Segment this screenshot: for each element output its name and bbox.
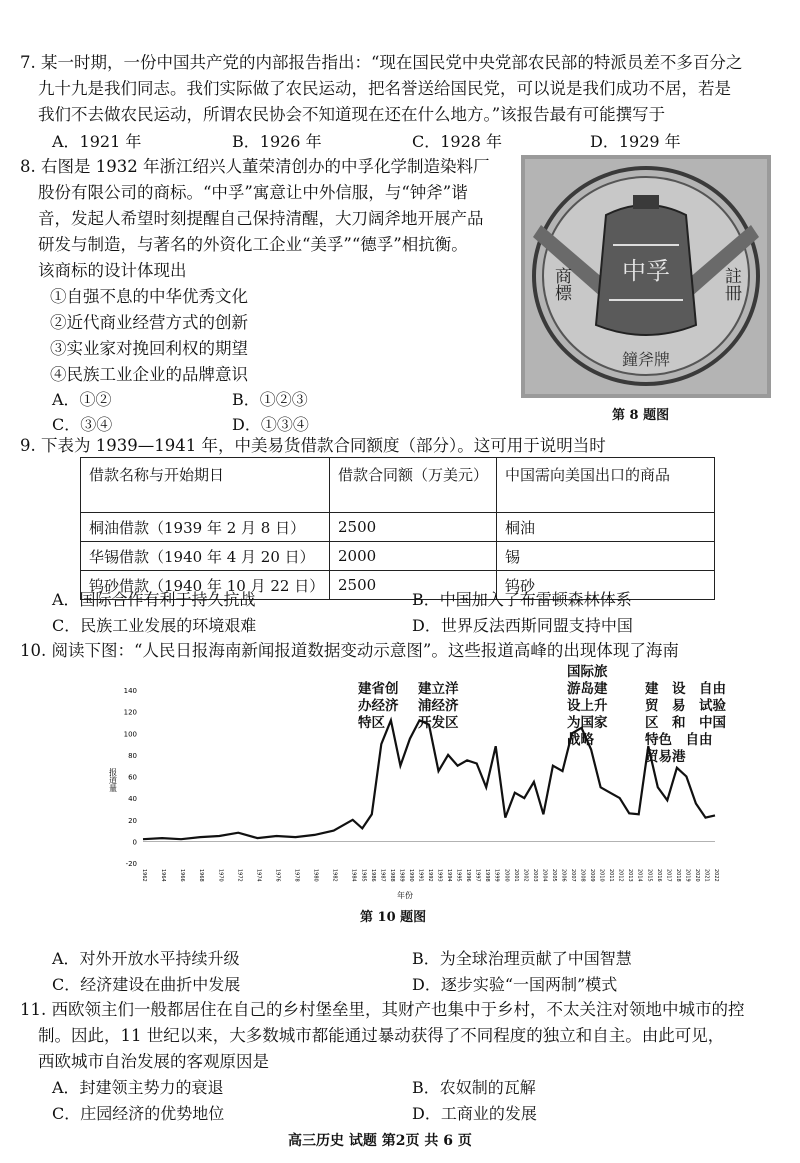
q8-item-2: ②近代商业经营方式的创新	[50, 313, 248, 332]
q11-line-1: 11. 西欧领主们一般都居住在自己的乡村堡垒里，其财产也集中于乡村，不太关注对领地中城市的控	[20, 1000, 745, 1019]
x-tick-label: 1984	[350, 869, 357, 882]
table-header: 中国需向美国出口的商品	[497, 458, 715, 513]
x-tick-label: 2022	[713, 869, 719, 882]
x-tick-label: 1968	[198, 869, 205, 882]
x-tick-label: 1982	[331, 869, 338, 882]
x-tick-label: 2021	[703, 869, 710, 882]
x-tick-label: 2019	[684, 869, 691, 882]
q9-line-1: 9. 下表为 1939—1941 年，中美易货借款合同额度（部分）。这可用于说明当时	[20, 436, 606, 455]
q8-option-d: D．①③④	[232, 415, 309, 434]
x-tick-label: 2020	[693, 869, 700, 882]
q9-option-c: C．民族工业发展的环境艰难	[52, 616, 257, 635]
q7-option-d: D．1929 年	[590, 132, 681, 151]
q8-line-2: 股份有限公司的商标。“中孚”寓意让中外信服，与“钟斧”谐	[38, 183, 468, 202]
y-tick-label: 80	[128, 751, 137, 760]
x-tick-label: 2001	[512, 869, 519, 882]
x-tick-label: 1964	[160, 869, 167, 882]
x-tick-label: 2004	[541, 869, 548, 882]
annotation-line: 战略	[567, 732, 594, 748]
q11-option-c: C．庄园经济的优势地位	[52, 1104, 225, 1123]
table-cell: 桐油借款（1939 年 2 月 8 日）	[81, 513, 330, 542]
q8-item-4: ④民族工业企业的品牌意识	[50, 365, 248, 384]
annotation-hainan-province	[358, 681, 399, 732]
annotation-line: 开发区	[418, 715, 459, 731]
x-tick-label: 2010	[598, 869, 605, 882]
y-tick-label: 20	[128, 816, 137, 825]
q11-option-a: A．封建领主势力的衰退	[52, 1078, 224, 1097]
q7-option-b: B．1926 年	[232, 132, 322, 151]
q10-line-1: 10. 阅读下图：“人民日报海南新闻报道数据变动示意图”。这些报道高峰的出现体现了海南	[20, 641, 679, 660]
x-tick-label: 2002	[522, 869, 529, 882]
q7-line-2: 九十九是我们同志。我们实际做了农民运动，把名誉送给国民党，可以说是我们成功不居，若是	[38, 79, 731, 98]
annotation-tourism-island	[567, 664, 608, 749]
q9-option-b: B．中国加入了布雷顿森林体系	[412, 590, 632, 609]
x-tick-label: 2016	[655, 869, 662, 882]
q8-option-c: C．③④	[52, 415, 113, 434]
q7-option-c: C．1928 年	[412, 132, 503, 151]
x-tick-label: 2005	[550, 869, 557, 882]
q8-option-b: B．①②③	[232, 390, 308, 409]
annotation-line: 国际旅	[567, 664, 608, 680]
x-tick-label: 1985	[360, 869, 367, 882]
x-tick-label: 1998	[484, 869, 491, 882]
annotation-line: 游岛建	[567, 681, 608, 697]
x-tick-label: 1974	[255, 869, 262, 882]
y-tick-label: 140	[123, 687, 137, 695]
x-tick-label: 1970	[217, 869, 224, 882]
annotation-yangpu-zone	[418, 681, 459, 732]
x-tick-label: 2007	[570, 869, 576, 882]
table-cell: 钨砂	[497, 571, 715, 600]
table-header-row	[81, 458, 715, 513]
q9-option-a: A．国际合作有利于持久抗战	[52, 590, 256, 609]
y-tick-label: 40	[128, 795, 137, 804]
x-tick-label: 2006	[560, 869, 567, 882]
q8-figure-caption: 第 8 题图	[612, 408, 670, 423]
x-tick-label: 1990	[407, 869, 414, 882]
x-tick-label: 2017	[665, 869, 672, 882]
logo-center-text: 中孚	[622, 257, 670, 285]
y-tick-label: -20	[125, 860, 137, 868]
y-tick-label: 0	[132, 838, 137, 847]
table-header: 借款合同额（万美元）	[330, 458, 497, 513]
x-tick-label: 2015	[646, 869, 653, 882]
annotation-line: 特区	[358, 715, 385, 731]
x-tick-label: 1994	[446, 869, 453, 882]
logo-right-text: 註冊	[721, 267, 741, 301]
x-tick-label: 1995	[455, 869, 462, 882]
trademark-logo-image	[521, 155, 771, 398]
q7-option-a: A．1921 年	[52, 132, 142, 151]
q10-option-b: B．为全球治理贡献了中国智慧	[412, 949, 632, 968]
q8-line-3: 音，发起人希望时刻提醒自己保持清醒，大刀阔斧地开展产品	[38, 209, 484, 228]
x-tick-label: 1966	[179, 869, 186, 882]
x-tick-label: 1986	[369, 869, 376, 882]
logo-bottom-text: 鐘斧牌	[621, 350, 671, 369]
x-tick-label: 2011	[608, 869, 615, 882]
annotation-line: 办经济	[358, 698, 399, 714]
q8-option-a: A．①②	[52, 390, 112, 409]
q11-option-b: B．农奴制的瓦解	[412, 1078, 536, 1097]
q10-option-d: D．逐步实验“一国两制”模式	[412, 975, 618, 994]
x-tick-label: 2014	[636, 869, 643, 882]
x-tick-label: 1989	[398, 869, 405, 882]
table-cell: 2000	[330, 542, 497, 571]
annotation-line: 特色 自由	[645, 732, 713, 748]
annotation-line: 贸易港	[645, 749, 686, 765]
x-tick-label: 1988	[388, 869, 395, 882]
q10-figure-caption: 第 10 题图	[360, 910, 427, 925]
y-tick-label: 60	[128, 773, 137, 782]
q11-option-d: D．工商业的发展	[412, 1104, 537, 1123]
x-tick-label: 1980	[312, 869, 319, 882]
annotation-line: 建 设 自由	[645, 681, 726, 697]
q10-option-a: A．对外开放水平持续升级	[52, 949, 240, 968]
annotation-line: 浦经济	[418, 698, 459, 714]
x-tick-label: 1972	[236, 869, 243, 882]
annotation-free-trade-port	[645, 681, 726, 766]
annotation-line: 区 和 中国	[645, 715, 726, 731]
logo-left-text: 商標	[551, 267, 571, 301]
table-cell: 2500	[330, 571, 497, 600]
x-tick-label: 1996	[465, 869, 472, 882]
x-tick-label: 2018	[674, 869, 681, 882]
x-tick-label: 2013	[627, 869, 634, 882]
table-row	[81, 513, 715, 542]
table-cell: 2500	[330, 513, 497, 542]
y-tick-label: 100	[123, 730, 137, 739]
x-tick-label: 2000	[503, 869, 510, 882]
x-tick-label: 2008	[579, 869, 586, 882]
q8-item-3: ③实业家对挽回利权的期望	[50, 339, 248, 358]
x-tick-label: 1991	[417, 869, 424, 882]
q8-line-5: 该商标的设计体现出	[38, 261, 187, 280]
q8-item-1: ①自强不息的中华优秀文化	[50, 287, 248, 306]
x-tick-label: 1978	[293, 869, 300, 882]
annotation-line: 贸 易 试验	[645, 698, 726, 714]
x-tick-label: 1997	[474, 869, 481, 882]
q7-line-3: 我们不去做农民运动，所谓农民协会不知道现在还在什么地方。”该报告最有可能撰写于	[38, 105, 666, 124]
x-tick-label: 2003	[531, 869, 538, 882]
q8-line-1: 8. 右图是 1932 年浙江绍兴人董荣清创办的中孚化学制造染料厂	[20, 157, 490, 176]
annotation-line: 设上升	[567, 698, 608, 714]
table-row	[81, 542, 715, 571]
x-tick-label: 1999	[493, 869, 500, 882]
page-footer: 高三历史 试题 第2页 共 6 页	[288, 1133, 472, 1149]
q8-line-4: 研发与制造，与著名的外资化工企业“美孚”“德孚”相抗衡。	[38, 235, 468, 254]
x-tick-label: 1962	[141, 869, 147, 882]
table-cell: 钨砂借款（1940 年 10 月 22 日）	[81, 571, 330, 600]
table-header: 借款名称与开始期日	[81, 458, 330, 513]
table-cell: 桐油	[497, 513, 715, 542]
annotation-line: 建立洋	[418, 681, 459, 697]
annotation-line: 建省创	[358, 681, 399, 697]
x-tick-label: 1992	[427, 869, 433, 882]
loan-table	[80, 457, 715, 600]
y-axis-label: 报道量	[108, 768, 118, 792]
q9-option-d: D．世界反法西斯同盟支持中国	[412, 616, 633, 635]
x-tick-label: 2012	[617, 869, 624, 882]
q7-line-1: 7. 某一时期，一份中国共产党的内部报告指出：“现在国民党中央党部农民部的特派员差不多百分之	[20, 53, 743, 72]
table-cell: 华锡借款（1940 年 4 月 20 日）	[81, 542, 330, 571]
q11-line-3: 西欧城市自治发展的客观原因是	[38, 1052, 269, 1071]
x-tick-label: 2009	[589, 869, 596, 882]
x-tick-label: 1993	[436, 869, 443, 882]
x-axis-label: 年份	[397, 891, 413, 900]
table-cell: 锡	[497, 542, 715, 571]
q11-line-2: 制。因此，11 世纪以来，大多数城市都能通过暴动获得了不同程度的独立和自主。由此可见，	[38, 1026, 725, 1045]
x-tick-label: 1987	[379, 869, 386, 882]
q10-option-c: C．经济建设在曲折中发展	[52, 975, 241, 994]
series-line	[143, 720, 715, 839]
annotation-line: 为国家	[567, 715, 608, 731]
y-tick-label: 120	[123, 708, 137, 717]
x-tick-label: 1976	[274, 869, 281, 882]
